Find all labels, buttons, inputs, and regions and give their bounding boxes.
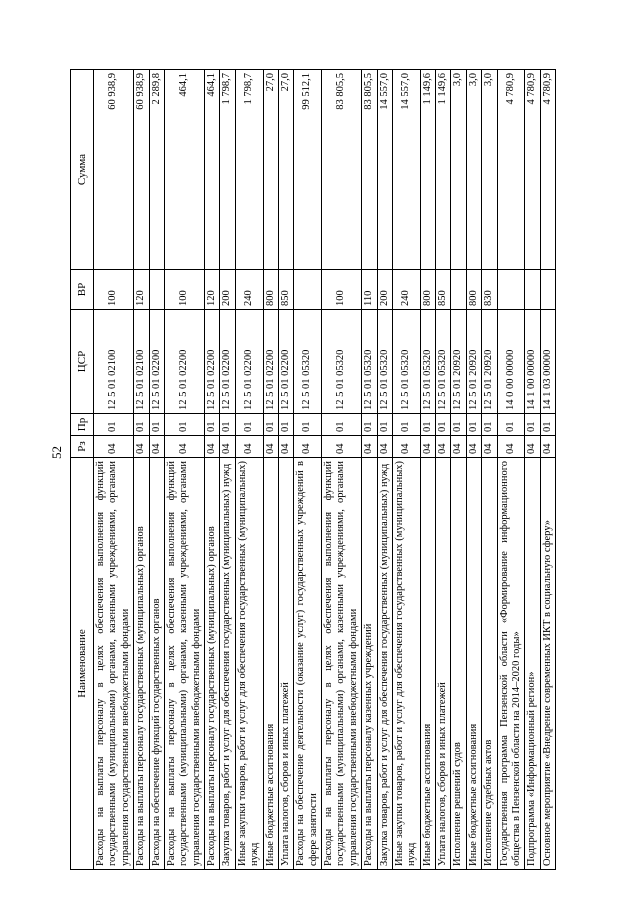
cell-rz: 04 [466,436,481,458]
cell-pr: 01 [235,414,263,436]
cell-sum: 14 557,0 [377,70,392,270]
cell-pr: 01 [420,414,435,436]
cell-csr: 12 5 01 02100 [134,310,149,414]
cell-name: Иные закупки товаров, работ и услуг для обеспечения государственных (муниципальных) нужд [392,458,420,870]
cell-csr: 12 5 01 20920 [482,310,497,414]
table-row [294,70,322,870]
cell-rz: 04 [263,436,278,458]
cell-sum: 27,0 [278,70,293,270]
cell-rz: 04 [278,436,293,458]
header-sum: Сумма [71,70,94,270]
page-number: 52 [49,446,64,459]
cell-name: Государственная программа Пензенской области «Формирование информационного общества в Пензенской области на 2014–2020 годы» [497,458,525,870]
table-row [466,70,481,870]
cell-vr: 800 [466,270,481,310]
table-row [392,70,420,870]
cell-csr: 14 0 00 00000 [497,310,525,414]
cell-rz: 04 [322,436,362,458]
table-row [322,70,362,870]
cell-rz: 04 [205,436,220,458]
cell-vr [451,270,466,310]
cell-rz: 04 [220,436,235,458]
cell-sum: 464,1 [164,70,204,270]
cell-rz: 04 [94,436,134,458]
cell-name: Иные бюджетные ассигнования [466,458,481,870]
header-vr: ВР [71,270,94,310]
cell-pr: 01 [466,414,481,436]
table-row [497,70,525,870]
cell-pr: 01 [451,414,466,436]
cell-rz: 04 [497,436,525,458]
budget-table [70,69,556,870]
table-row [164,70,204,870]
table-header-row [71,70,94,870]
cell-pr: 01 [436,414,451,436]
cell-name: Уплата налогов, сборов и иных платежей [436,458,451,870]
cell-name: Расходы на выплаты персоналу государственных (муниципальных) органов [205,458,220,870]
cell-name: Расходы на выплаты персоналу в целях обеспечения выполнения функций государственными (муниципальными) органами, казенными учреждениями, органами управления государственными внебюджетными фондами [94,458,134,870]
table-row [278,70,293,870]
table-row [205,70,220,870]
cell-vr [540,270,555,310]
cell-sum: 3,0 [451,70,466,270]
header-rz: Рз [71,436,94,458]
cell-rz: 04 [540,436,555,458]
cell-rz: 04 [525,436,540,458]
cell-vr: 100 [94,270,134,310]
cell-rz: 04 [451,436,466,458]
cell-sum: 60 938,9 [134,70,149,270]
cell-rz: 04 [294,436,322,458]
cell-rz: 04 [235,436,263,458]
cell-rz: 04 [377,436,392,458]
cell-vr: 850 [278,270,293,310]
table-row [377,70,392,870]
cell-name: Закупка товаров, работ и услуг для обеспечения государственных (муниципальных) нужд [377,458,392,870]
cell-rz: 04 [149,436,164,458]
cell-pr: 01 [540,414,555,436]
cell-pr: 01 [377,414,392,436]
cell-vr: 800 [420,270,435,310]
cell-vr: 830 [482,270,497,310]
cell-sum: 1 798,7 [220,70,235,270]
cell-vr: 110 [362,270,377,310]
cell-csr: 12 5 01 05320 [322,310,362,414]
cell-pr: 01 [392,414,420,436]
table-row [94,70,134,870]
cell-pr: 01 [278,414,293,436]
cell-pr: 01 [134,414,149,436]
cell-csr: 12 5 01 20920 [451,310,466,414]
cell-pr: 01 [294,414,322,436]
cell-csr: 12 5 01 02200 [205,310,220,414]
cell-rz: 04 [436,436,451,458]
cell-vr: 200 [220,270,235,310]
cell-sum: 83 805,5 [362,70,377,270]
cell-sum: 464,1 [205,70,220,270]
cell-sum: 1 798,7 [235,70,263,270]
cell-vr: 120 [205,270,220,310]
cell-name: Уплата налогов, сборов и иных платежей [278,458,293,870]
cell-csr: 12 5 01 02200 [220,310,235,414]
cell-name: Исполнение решений судов [451,458,466,870]
cell-csr: 12 5 01 05320 [392,310,420,414]
cell-csr: 12 5 01 05320 [420,310,435,414]
cell-sum: 83 805,5 [322,70,362,270]
table-row [362,70,377,870]
cell-name: Иные бюджетные ассигнования [263,458,278,870]
header-name: Наименование [71,458,94,870]
cell-pr: 01 [164,414,204,436]
cell-csr: 14 1 00 00000 [525,310,540,414]
cell-pr: 01 [362,414,377,436]
cell-pr: 01 [149,414,164,436]
cell-vr: 850 [436,270,451,310]
cell-sum: 1 149,6 [420,70,435,270]
cell-vr: 800 [263,270,278,310]
cell-pr: 01 [263,414,278,436]
cell-pr: 01 [94,414,134,436]
cell-vr: 100 [164,270,204,310]
cell-csr: 12 5 01 05320 [362,310,377,414]
cell-name: Расходы на выплаты персоналу государственных (муниципальных) органов [134,458,149,870]
cell-csr: 12 5 01 02200 [263,310,278,414]
cell-name: Иные закупки товаров, работ и услуг для обеспечения государственных (муниципальных) нужд [235,458,263,870]
cell-vr: 200 [377,270,392,310]
cell-name: Расходы на обеспечение функций государственных органов [149,458,164,870]
cell-csr: 12 5 01 05320 [436,310,451,414]
header-csr: ЦСР [71,310,94,414]
table-row [149,70,164,870]
cell-vr: 240 [392,270,420,310]
cell-sum: 27,0 [263,70,278,270]
table-row [540,70,555,870]
cell-sum: 4 780,9 [540,70,555,270]
cell-pr: 01 [525,414,540,436]
cell-csr: 12 5 01 02200 [164,310,204,414]
cell-rz: 04 [134,436,149,458]
cell-vr [525,270,540,310]
cell-csr: 12 5 01 05320 [377,310,392,414]
table-row [420,70,435,870]
cell-csr: 12 5 01 20920 [466,310,481,414]
cell-pr: 01 [220,414,235,436]
cell-name: Расходы на выплаты персоналу в целях обеспечения выполнения функций государственными (муниципальными) органами, казенными учреждениями, органами управления государственными внебюджетными фондами [164,458,204,870]
cell-pr: 01 [482,414,497,436]
cell-name: Подпрограмма «Информационный регион» [525,458,540,870]
table-row [263,70,278,870]
cell-vr [294,270,322,310]
cell-name: Исполнение судебных актов [482,458,497,870]
table-row [482,70,497,870]
header-pr: Пр [71,414,94,436]
cell-name: Расходы на выплаты персоналу казенных учреждений [362,458,377,870]
cell-sum: 99 512,1 [294,70,322,270]
cell-sum: 3,0 [482,70,497,270]
cell-vr [149,270,164,310]
cell-csr: 12 5 01 02200 [149,310,164,414]
cell-rz: 04 [164,436,204,458]
cell-rz: 04 [392,436,420,458]
cell-csr: 12 5 01 02200 [278,310,293,414]
table-row [134,70,149,870]
cell-sum: 2 289,8 [149,70,164,270]
table-row [235,70,263,870]
cell-vr [497,270,525,310]
cell-vr: 100 [322,270,362,310]
cell-sum: 4 780,9 [497,70,525,270]
cell-rz: 04 [420,436,435,458]
cell-name: Основное мероприятие «Внедрение современных ИКТ в социальную сферу» [540,458,555,870]
cell-name: Расходы на обеспечение деятельности (оказание услуг) государственных учреждений в сфере занятости [294,458,322,870]
cell-vr: 240 [235,270,263,310]
cell-rz: 04 [362,436,377,458]
cell-rz: 04 [482,436,497,458]
cell-pr: 01 [322,414,362,436]
cell-csr: 14 1 03 00000 [540,310,555,414]
cell-csr: 12 5 01 05320 [294,310,322,414]
cell-sum: 1 149,6 [436,70,451,270]
cell-sum: 3,0 [466,70,481,270]
table-row [451,70,466,870]
cell-sum: 4 780,9 [525,70,540,270]
cell-sum: 14 557,0 [392,70,420,270]
table-row [436,70,451,870]
cell-csr: 12 5 01 02200 [235,310,263,414]
cell-name: Закупка товаров, работ и услуг для обеспечения государственных (муниципальных) нужд [220,458,235,870]
cell-sum: 60 938,9 [94,70,134,270]
cell-name: Расходы на выплаты персоналу в целях обеспечения выполнения функций государственными (муниципальными) органами, казенными учреждениями, органами управления государственными внебюджетными фондами [322,458,362,870]
cell-name: Иные бюджетные ассигнования [420,458,435,870]
cell-pr: 01 [205,414,220,436]
cell-pr: 01 [497,414,525,436]
table-row [525,70,540,870]
cell-vr: 120 [134,270,149,310]
cell-csr: 12 5 01 02100 [94,310,134,414]
table-row [220,70,235,870]
